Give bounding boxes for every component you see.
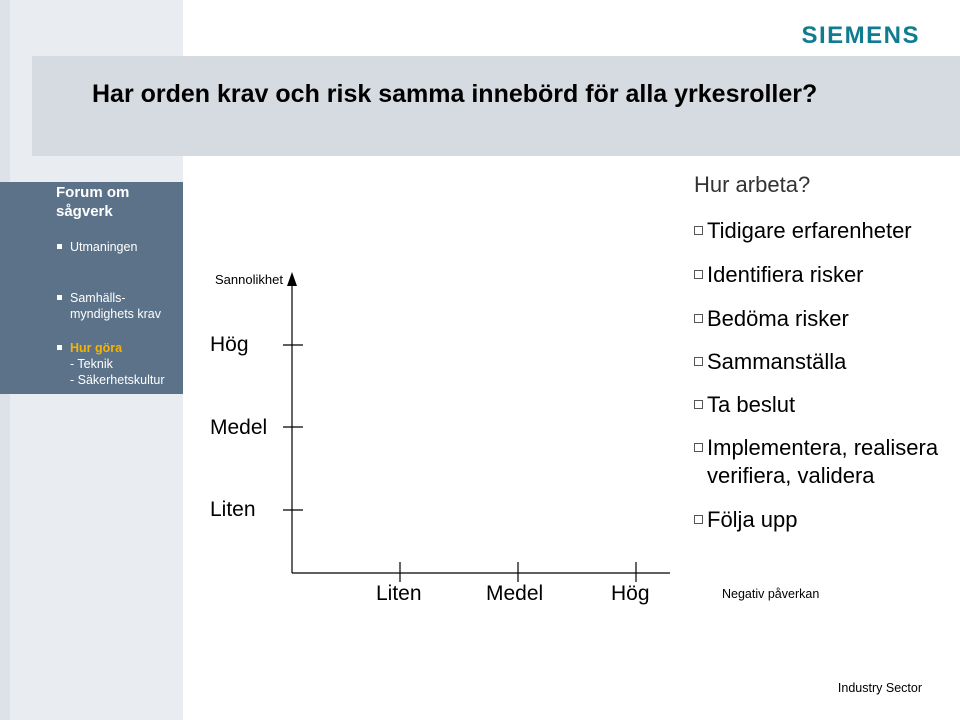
step-item: Tidigare erfarenheter <box>694 218 912 244</box>
steps-list <box>694 172 939 532</box>
x-level-hog: Hög <box>611 582 650 605</box>
step-item: Bedöma risker <box>694 306 849 332</box>
square-bullet-icon <box>694 515 703 524</box>
y-level-hog: Hög <box>210 333 249 356</box>
nav-item-samhalls-krav[interactable] <box>57 290 175 322</box>
x-level-medel: Medel <box>486 582 544 605</box>
risk-matrix-axes <box>200 260 670 590</box>
nav-subitem-sakerhetskultur: - Säkerhetskultur <box>70 373 165 387</box>
step-item: Identifiera risker <box>694 262 864 288</box>
bullet-icon <box>57 244 62 249</box>
step-item: Implementera, realisera <box>694 435 938 461</box>
nav-item-label: Hur göra <box>70 341 123 355</box>
steps-heading: Hur arbeta? <box>694 172 811 197</box>
square-bullet-icon <box>694 270 703 279</box>
nav-heading: Forum om sågverk <box>56 184 130 220</box>
step-item-continuation: verifiera, validera <box>707 463 875 488</box>
nav-subitem-teknik: - Teknik <box>70 357 113 371</box>
nav-item-utmaningen[interactable] <box>57 239 137 255</box>
y-level-liten: Liten <box>210 498 256 521</box>
siemens-logo: SIEMENS <box>801 22 920 49</box>
nav-item-label: Utmaningen <box>70 240 138 254</box>
y-axis-arrow <box>287 272 297 286</box>
step-item: Följa upp <box>694 507 798 533</box>
nav-item-label: Samhälls- myndighets krav <box>70 291 162 321</box>
x-axis-title: Negativ påverkan <box>722 587 820 601</box>
footer-label: Industry Sector <box>837 681 922 695</box>
square-bullet-icon <box>694 314 703 323</box>
bullet-icon <box>57 295 62 300</box>
square-bullet-icon <box>694 357 703 366</box>
bullet-icon <box>57 345 62 350</box>
nav-item-hur-gora[interactable] <box>57 340 164 388</box>
y-level-medel: Medel <box>210 416 268 439</box>
x-level-liten: Liten <box>376 582 422 605</box>
step-item: Ta beslut <box>694 392 795 418</box>
step-item: Sammanställa <box>694 349 846 375</box>
y-axis-title: Sannolikhet <box>215 272 283 287</box>
nav-panel <box>0 182 183 394</box>
square-bullet-icon <box>694 443 703 452</box>
square-bullet-icon <box>694 400 703 409</box>
page-title: Har orden krav och risk samma innebörd för alla yrkesroller? <box>92 80 818 108</box>
square-bullet-icon <box>694 226 703 235</box>
